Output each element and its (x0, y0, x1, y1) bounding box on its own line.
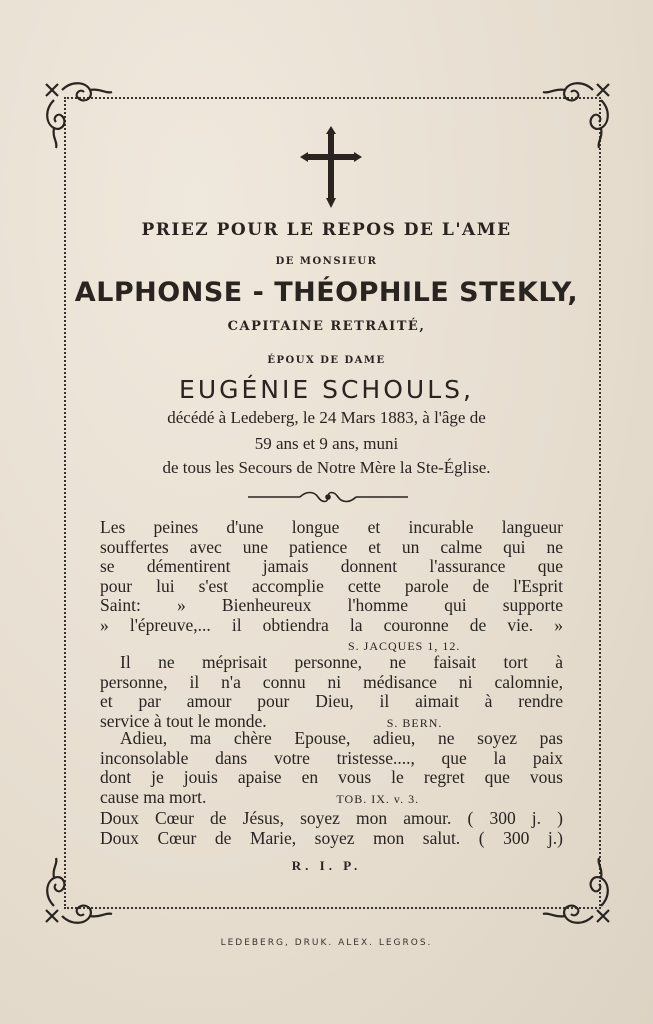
wife-name: EUGÉNIE SCHOULS, (179, 375, 474, 404)
prayer-line: Doux Cœur de Marie, soyez mon salut. ( 300 j.) (100, 827, 563, 848)
text-line: se démentirent jamais donnent l'assurance que (100, 556, 563, 576)
text-line: Il ne méprisait personne, ne faisait tort à (120, 652, 563, 672)
death-line: décédé à Ledeberg, le 24 Mars 1883, à l'âge de (167, 408, 486, 427)
text-line: dont je jouis apaise en vous le regret que vous (100, 767, 563, 787)
text-line: personne, il n'a connu ni médisance ni calomnie, (100, 671, 563, 692)
corner-flourish-icon (537, 76, 615, 154)
text-line: et par amour pour Dieu, il aimait à rendre (100, 691, 563, 711)
cross-icon (300, 124, 362, 208)
divider-flourish-icon (248, 489, 408, 503)
text-line: service à tout le monde. (100, 710, 267, 731)
scripture-reference: S. BERN. (386, 715, 443, 730)
death-line: 59 ans et 9 ans, muni (254, 434, 399, 453)
printer-imprint: LEDEBERG, DRUK. ALEX. LEGROS. (220, 938, 433, 948)
paragraph-3 (100, 729, 563, 848)
text-line: inconsolable dans votre tristesse...., que la paix (100, 747, 563, 768)
text-line: Saint: » Bienheureux l'homme qui supporte (100, 595, 563, 615)
paragraph-2 (100, 653, 563, 733)
text-line: pour lui s'est accomplie cette parole de l'Esprit (100, 575, 563, 596)
rank-label: CAPITAINE RETRAITÉ, (227, 319, 426, 334)
heading: PRIEZ POUR LE REPOS DE L'AME (141, 220, 512, 240)
prayer-line: Doux Cœur de Jésus, soyez mon amour. ( 300 j. ) (100, 808, 563, 828)
text-line: Les peines d'une longue et incurable langueur (100, 517, 563, 537)
epoux-label: ÉPOUX DE DAME (267, 355, 386, 366)
scripture-reference-text: S. JACQUES 1, 12. (348, 639, 461, 653)
scripture-reference: TOB. IX. v. 3. (336, 791, 420, 806)
text-line: cause ma mort. (100, 786, 207, 807)
paragraph-1 (100, 518, 563, 657)
text-line-with-ref (100, 788, 563, 810)
de-monsieur-label: DE MONSIEUR (275, 256, 378, 267)
text-line: » l'épreuve,... il obtiendra la couronne de vie. » (100, 614, 563, 635)
text-line: souffertes avec une patience et un calme qui ne (100, 536, 563, 557)
deceased-name: ALPHONSE - THÉOPHILE STEKLY, (74, 277, 579, 308)
rip-label: R. I. P. (291, 858, 362, 873)
corner-flourish-icon (40, 76, 118, 154)
death-line: de tous les Secours de Notre Mère la Ste-Église. (162, 458, 491, 477)
text-line: Adieu, ma chère Epouse, adieu, ne soyez pas (120, 728, 563, 748)
